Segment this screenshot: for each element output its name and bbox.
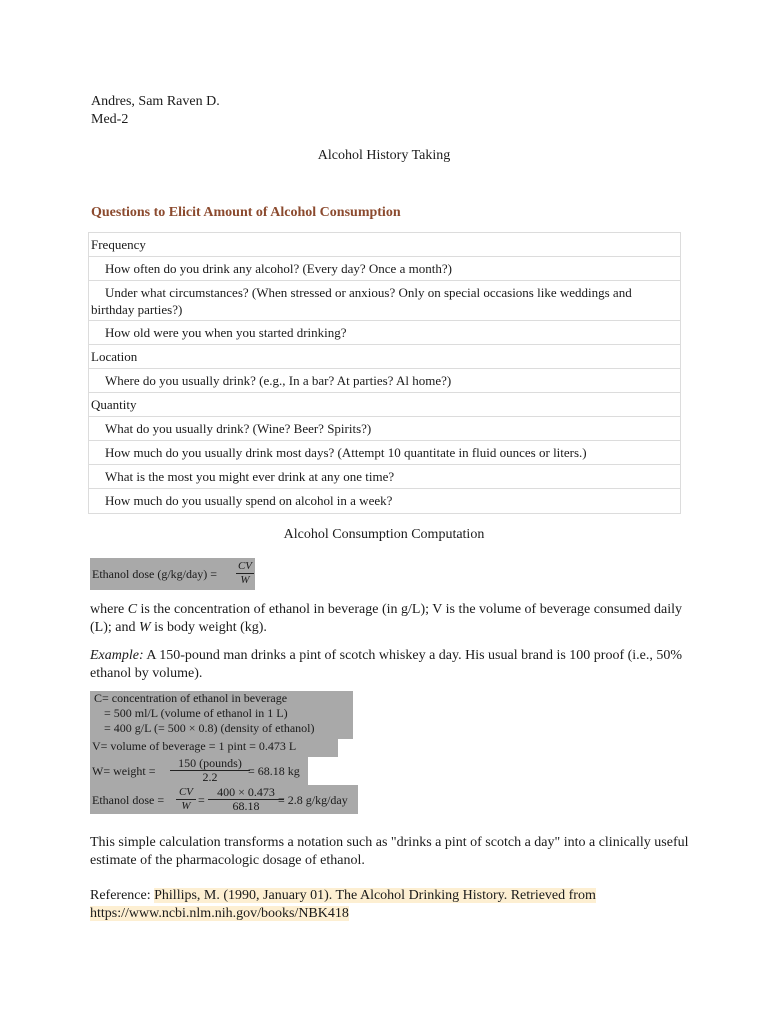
calc-dose-denominator-2: 68.18: [208, 799, 284, 813]
calc-dose-fraction-2: [208, 786, 284, 813]
example-paragraph: [90, 647, 690, 683]
category-location: Location: [89, 345, 680, 369]
class-section: Med-2: [91, 112, 129, 127]
example-label: Example:: [90, 648, 144, 663]
calc-ethanol-dose: [90, 785, 358, 814]
author-name: Andres, Sam Raven D.: [91, 94, 220, 109]
question-row: How much do you usually spend on alcohol in a week?: [105, 493, 393, 508]
question-row: Where do you usually drink? (e.g., In a bar? At parties? Al home?): [89, 369, 680, 393]
questions-table: [88, 232, 681, 514]
closing-paragraph: This simple calculation transforms a notation such as "drinks a pint of scotch a day" into a clinically useful estimate of the pharmacologic dosage of ethanol.: [90, 835, 689, 868]
where-variable-w: W: [138, 620, 151, 635]
calc-dose-result: = 2.8 g/kg/day: [278, 793, 348, 807]
formula-fraction: [236, 560, 254, 587]
reference-citation: Phillips, M. (1990, January 01). The Alcohol Drinking History. Retrieved from https://www.ncbi.nlm.nih.gov/books/NBK418: [90, 888, 596, 921]
question-row: Under what circumstances? (When stressed or anxious? Only on special occasions like weddings and birthday parties?): [89, 281, 680, 321]
calc-line: = 500 ml/L (volume of ethanol in 1 L): [104, 706, 288, 720]
calc-dose-fraction-1: [176, 786, 196, 813]
question-row: How much do you usually drink most days? (Attempt 10 quantitate in fluid ounces or liters.): [89, 441, 680, 465]
calc-concentration: [90, 691, 353, 739]
where-part: is the concentration of ethanol in beverage (in g/L); V is the volume of beverage consumed daily (L); and: [90, 602, 682, 635]
question-row: How often do you drink any alcohol? (Every day? Once a month?): [89, 257, 680, 281]
where-part: is body weight (kg).: [150, 620, 267, 635]
calc-volume: V= volume of beverage = 1 pint = 0.473 L: [90, 739, 338, 757]
questions-heading: Questions to Elicit Amount of Alcohol Consumption: [91, 205, 401, 220]
category-quantity: Quantity: [89, 393, 680, 417]
calc-dose-numerator-2: 400 × 0.473: [217, 785, 275, 799]
calc-dose-denominator-1: W: [176, 799, 196, 813]
formula-label: Ethanol dose (g/kg/day) =: [92, 567, 218, 581]
calc-weight-fraction: [170, 757, 250, 784]
reference-label: Reference:: [90, 888, 155, 903]
document-title: Alcohol History Taking: [317, 148, 451, 163]
where-part: where: [90, 602, 128, 617]
calc-weight-numerator: 150 (pounds): [178, 756, 242, 770]
formula-denominator: W: [236, 573, 254, 587]
formula-numerator: CV: [237, 560, 253, 572]
ethanol-dose-formula: [90, 558, 255, 590]
formula-explanation: [90, 601, 690, 637]
reference-paragraph: [90, 887, 690, 923]
calc-dose-numerator-1: CV: [178, 786, 194, 798]
calc-dose-label: Ethanol dose =: [92, 793, 165, 807]
calc-line: = 400 g/L (= 500 × 0.8) (density of ethanol): [104, 721, 315, 735]
calc-weight-denominator: 2.2: [170, 770, 250, 784]
calc-line: C= concentration of ethanol in beverage: [94, 691, 288, 705]
question-row: What is the most you might ever drink at any one time?: [89, 465, 680, 489]
calc-weight-result: = 68.18 kg: [248, 764, 300, 778]
example-body: A 150-pound man drinks a pint of scotch whiskey a day. His usual brand is 100 proof (i.e., 50% ethanol by volume).: [90, 648, 683, 681]
question-row: What do you usually drink? (Wine? Beer? Spirits?): [89, 417, 680, 441]
calc-dose-equals: =: [198, 793, 205, 807]
computation-title: Alcohol Consumption Computation: [283, 527, 485, 542]
question-row: How old were you when you started drinking?: [89, 321, 680, 345]
where-variable-c: C: [127, 602, 138, 617]
category-frequency: Frequency: [89, 233, 680, 257]
calc-weight: [90, 757, 308, 785]
calc-weight-label: W= weight =: [92, 764, 156, 778]
